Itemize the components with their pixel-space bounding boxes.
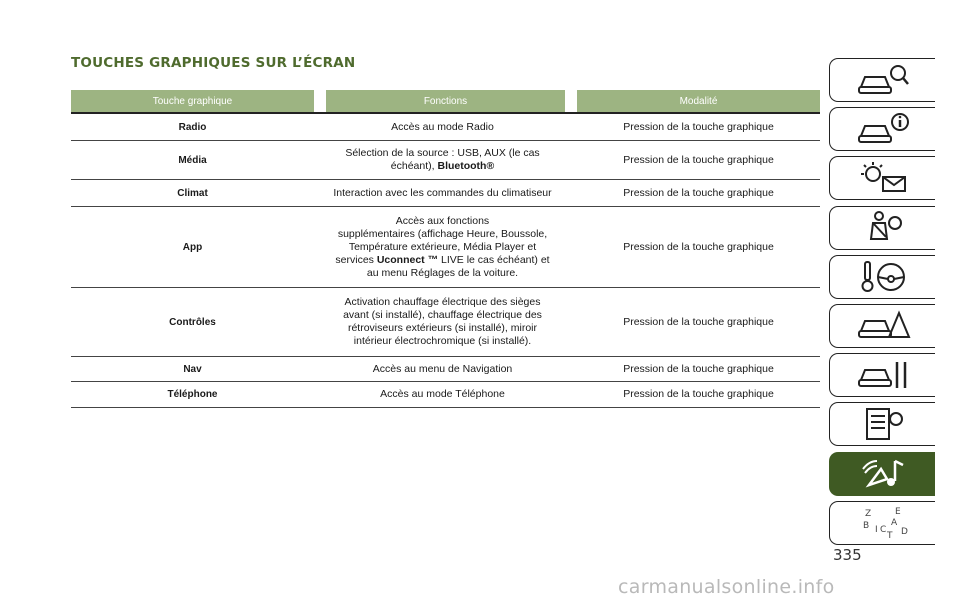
row-function: Accès au mode Radio xyxy=(391,120,494,133)
index-letter-t: T xyxy=(886,531,892,541)
sidebar-tab-technical[interactable] xyxy=(829,402,935,446)
sidebar-tab-emergency[interactable] xyxy=(829,304,935,348)
sidebar-tab-knowing[interactable] xyxy=(829,107,935,151)
sidebar-tab-maintenance[interactable] xyxy=(829,353,935,397)
table-row-climat xyxy=(71,180,820,207)
row-key: Climat xyxy=(177,187,208,199)
row-function: Accès aux fonctions supplémentaires (affichage Heure, Boussole, Température extérieure, Média Player et services Uconnect ™ LIVE le cas échéant) et au menu Réglages de la voiture. xyxy=(335,214,550,279)
table-row-app xyxy=(71,207,820,288)
seatbelt-airbag-icon xyxy=(855,209,911,247)
row-function: Accès au menu de Navigation xyxy=(372,362,513,375)
car-breakdown-warning-icon xyxy=(855,307,911,345)
row-key: Média xyxy=(178,154,207,166)
car-search-icon xyxy=(855,61,911,99)
row-function: Interaction avec les commandes du climatiseur xyxy=(333,186,552,199)
index-letter-c: C xyxy=(879,525,886,535)
sidebar-tab-index[interactable] xyxy=(829,501,935,545)
row-mode: Pression de la touche graphique xyxy=(623,362,774,375)
section-title: TOUCHES GRAPHIQUES SUR L’ÉCRAN xyxy=(71,55,356,71)
row-key: Contrôles xyxy=(169,316,216,328)
row-function: Activation chauffage électrique des sièges avant (si installé), chauffage électrique des rétroviseurs extérieurs (si installé), miroir intérieur électrochromique (si installé). xyxy=(343,296,542,347)
index-letter-i: I xyxy=(874,525,878,535)
index-letter-b: B xyxy=(862,521,869,531)
row-key: Nav xyxy=(183,363,202,375)
alphabetical-index-icon xyxy=(855,504,911,542)
sidebar-tab-dashboard[interactable] xyxy=(829,58,935,102)
warning-lights-message-icon xyxy=(855,159,911,197)
index-letter-z: Z xyxy=(864,509,871,519)
car-info-icon xyxy=(855,110,911,148)
row-mode: Pression de la touche graphique xyxy=(623,153,774,166)
table-row-nav xyxy=(71,357,820,382)
row-key: Téléphone xyxy=(167,389,218,400)
sidebar-tab-starting[interactable] xyxy=(829,255,935,299)
row-mode: Pression de la touche graphique xyxy=(623,388,774,400)
table-row-media xyxy=(71,141,820,180)
car-tools-icon xyxy=(855,356,911,394)
table-row-radio xyxy=(71,114,820,141)
key-steering-wheel-icon xyxy=(855,258,911,296)
table-header xyxy=(71,90,820,112)
table-row-controles xyxy=(71,288,820,357)
row-mode: Pression de la touche graphique xyxy=(623,186,774,199)
row-mode: Pression de la touche graphique xyxy=(623,315,774,328)
multimedia-icon xyxy=(855,455,911,493)
row-key: App xyxy=(182,241,203,253)
header-fonctions: Fonctions xyxy=(326,90,565,112)
page-number: 335 xyxy=(833,546,862,564)
header-modalite: Modalité xyxy=(577,90,820,112)
sidebar-tab-warnings[interactable] xyxy=(829,156,935,200)
header-touche: Touche graphique xyxy=(71,90,314,112)
row-mode: Pression de la touche graphique xyxy=(623,120,774,133)
row-mode: Pression de la touche graphique xyxy=(623,240,774,253)
uconnect-label: Uconnect ™ xyxy=(376,253,439,266)
index-letter-a: A xyxy=(890,518,897,528)
row-function: Accès au mode Téléphone xyxy=(380,388,505,400)
row-key: Radio xyxy=(178,121,207,133)
bluetooth-label: Bluetooth® xyxy=(437,160,495,172)
table-row-telephone xyxy=(71,382,820,408)
sidebar-tab-safety[interactable] xyxy=(829,206,935,250)
technical-data-gear-icon xyxy=(855,405,911,443)
row-function: Sélection de la source : USB, AUX (le cas échéant), Bluetooth® xyxy=(345,147,540,172)
index-letter-d: D xyxy=(900,527,908,537)
index-letter-e: E xyxy=(894,507,901,517)
sidebar-tab-multimedia[interactable] xyxy=(829,452,935,496)
watermark: carmanualsonline.info xyxy=(618,576,835,598)
